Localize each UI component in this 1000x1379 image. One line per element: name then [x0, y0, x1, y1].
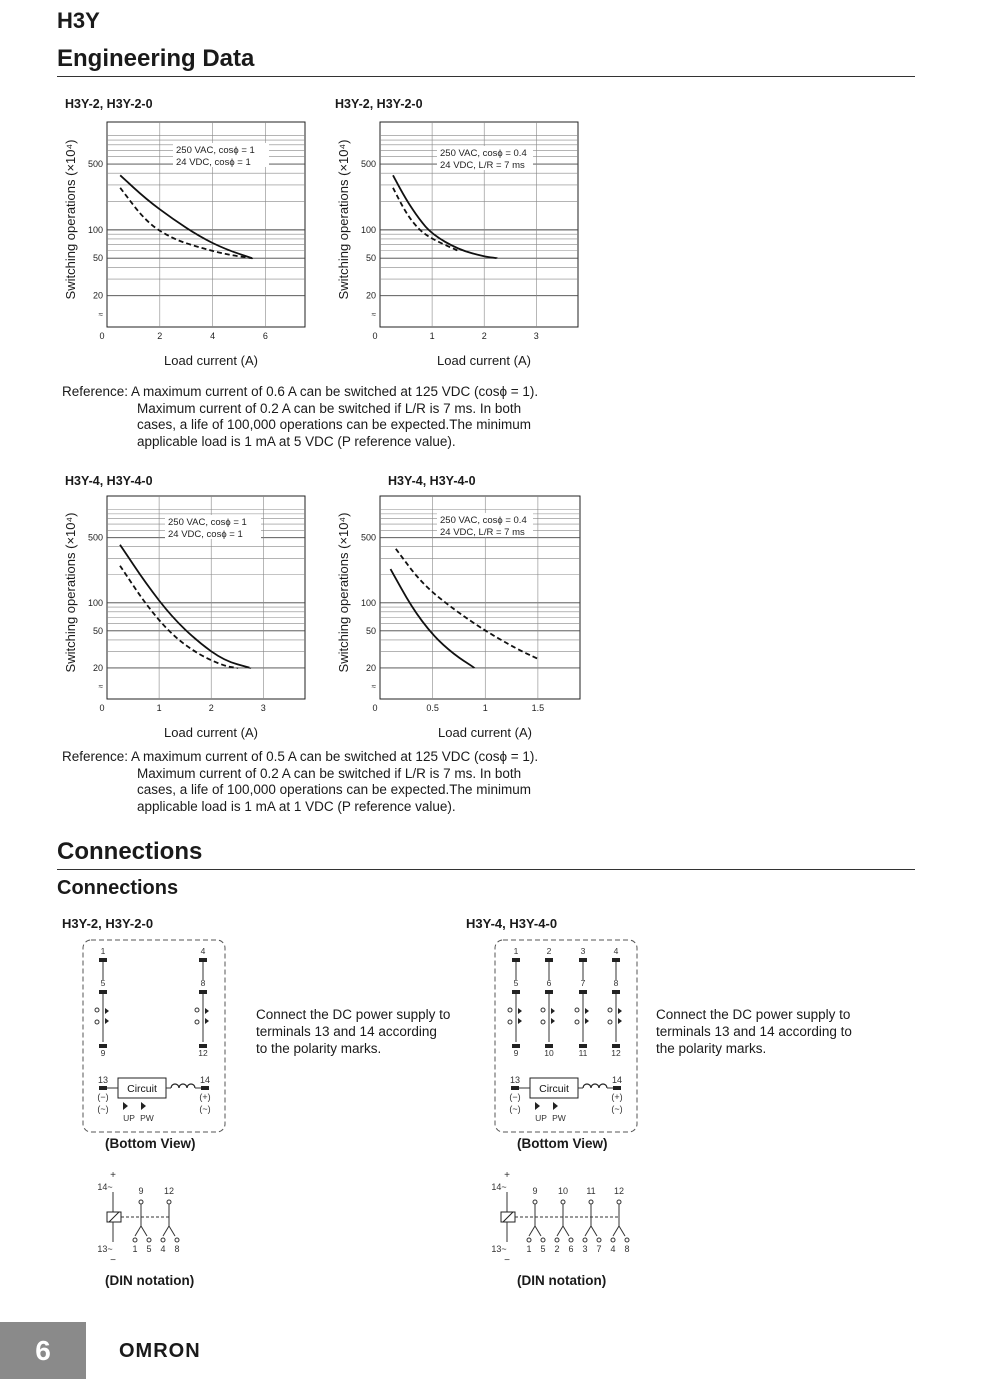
- x-tick-label: 4: [210, 331, 216, 341]
- contact-arm-icon: [585, 1008, 589, 1024]
- axis-break-icon: ≈: [98, 310, 103, 319]
- terminal-number: PW: [552, 1113, 566, 1123]
- omron-logo: OMRON: [119, 1340, 201, 1362]
- terminal-number: (+): [611, 1092, 623, 1102]
- terminal-number: 9: [532, 1186, 538, 1196]
- terminal-number: PW: [140, 1113, 154, 1123]
- x-axis-label: Load current (A): [437, 353, 531, 368]
- reference-line: applicable load is 1 mA at 5 VDC (P reference value).: [137, 433, 456, 449]
- reference-line: cases, a life of 100,000 operations can be expected.The minimum: [137, 417, 531, 432]
- terminal-number: 4: [613, 946, 619, 956]
- contact-point: [139, 1200, 143, 1204]
- x-axis-label: Load current (A): [164, 353, 258, 368]
- y-tick-label: 50: [365, 253, 376, 264]
- terminal-number: 1: [132, 1244, 138, 1254]
- terminal-number: 10: [557, 1186, 569, 1196]
- terminal-number: 14~: [491, 1182, 507, 1192]
- y-tick-label: 100: [360, 224, 376, 235]
- x-tick-label: 2: [481, 331, 487, 341]
- connection-label-left: H3Y-2, H3Y-2-0: [62, 916, 154, 931]
- note-line: terminals 13 and 14 according: [256, 1024, 437, 1039]
- terminal-number: 5: [100, 978, 106, 988]
- y-tick-label: 100: [360, 597, 376, 608]
- reference-line: Reference: A maximum current of 0.6 A can be switched at 125 VDC (cosϕ = 1).: [62, 384, 539, 399]
- chart-3: [63, 474, 305, 740]
- terminal-number: 13: [509, 1075, 521, 1085]
- contact-point: [175, 1238, 179, 1242]
- terminal-pin: [99, 958, 107, 962]
- legend-entry: 250 VAC, cosϕ = 1: [168, 517, 247, 528]
- terminal-number: 5: [540, 1244, 546, 1254]
- note-line: Connect the DC power supply to: [656, 1007, 851, 1022]
- x-tick-label: 0: [99, 703, 105, 713]
- contact-point: [195, 1008, 199, 1012]
- reference-h3y4: [62, 749, 582, 815]
- connection-label-right: H3Y-4, H3Y-4-0: [466, 916, 558, 931]
- legend-entry: 24 VDC, cosϕ = 1: [168, 529, 243, 540]
- bottom-view-caption-left: (Bottom View): [105, 1136, 196, 1151]
- reference-line: Reference: A maximum current of 0.5 A can be switched at 125 VDC (cosϕ = 1).: [62, 749, 539, 764]
- contact-point: [625, 1238, 629, 1242]
- subsection-title-connections: Connections: [57, 877, 179, 899]
- x-axis-label: Load current (A): [438, 725, 532, 740]
- terminal-number: 7: [580, 978, 586, 988]
- terminal-number: 6: [568, 1244, 574, 1254]
- terminal-number: (~): [509, 1104, 521, 1114]
- contact-point: [541, 1008, 545, 1012]
- wire: [163, 1226, 169, 1236]
- terminal-pin: [612, 990, 620, 994]
- led-icon: [535, 1102, 558, 1110]
- terminal-pin: [199, 958, 207, 962]
- terminal-number: 14~: [97, 1182, 113, 1192]
- terminal-number: 10: [544, 1048, 554, 1058]
- terminal-pin: [99, 1086, 107, 1090]
- terminal-number: 7: [596, 1244, 602, 1254]
- contact-point: [161, 1238, 165, 1242]
- y-tick-label: 500: [87, 159, 103, 170]
- contact-point: [133, 1238, 137, 1242]
- x-tick-label: 1: [429, 331, 435, 341]
- x-tick-label: 1: [482, 703, 488, 713]
- note-line: the polarity marks.: [656, 1041, 767, 1056]
- terminal-number: 14: [611, 1075, 623, 1085]
- terminal-number: 9: [513, 1048, 519, 1058]
- contact-point: [555, 1238, 559, 1242]
- terminal-number: 12: [198, 1048, 208, 1058]
- contact-point: [575, 1020, 579, 1024]
- section-title-connections: Connections: [57, 838, 203, 865]
- contact-point: [589, 1200, 593, 1204]
- x-axis-label: Load current (A): [164, 725, 258, 740]
- legend-entry: 250 VAC, cosϕ = 1: [176, 145, 255, 156]
- terminal-number: 13~: [491, 1244, 507, 1254]
- legend-entry: 250 VAC, cosϕ = 0.4: [440, 148, 527, 159]
- legend-entry: 250 VAC, cosϕ = 0.4: [440, 515, 527, 526]
- din-caption-left: (DIN notation): [105, 1273, 195, 1288]
- terminal-number: 8: [624, 1244, 630, 1254]
- terminal-number: 12: [611, 1048, 621, 1058]
- legend-entry: 24 VDC, L/R = 7 ms: [440, 527, 525, 538]
- connection-diagrams: [0, 900, 1000, 1270]
- terminal-number: 8: [174, 1244, 180, 1254]
- y-tick-label: 500: [87, 532, 103, 543]
- terminal-number: 1: [526, 1244, 532, 1254]
- x-tick-label: 0: [372, 703, 378, 713]
- terminal-number: 1: [100, 946, 106, 956]
- bottom-view-caption-right: (Bottom View): [517, 1136, 608, 1151]
- chart-2: [335, 97, 578, 368]
- y-tick-label: 500: [360, 532, 376, 543]
- axis-break-icon: ≈: [371, 310, 376, 319]
- contact-point: [508, 1008, 512, 1012]
- contact-arm-icon: [105, 1008, 109, 1024]
- terminal-number: 6: [546, 978, 552, 988]
- terminal-number: UP: [535, 1113, 547, 1123]
- terminal-number: 2: [554, 1244, 560, 1254]
- terminal-number: UP: [123, 1113, 135, 1123]
- contact-point: [608, 1008, 612, 1012]
- contact-arm-icon: [518, 1008, 522, 1024]
- contact-arm-icon: [205, 1008, 209, 1024]
- x-tick-label: 0.5: [426, 703, 439, 713]
- contact-point: [541, 1238, 545, 1242]
- reference-line: cases, a life of 100,000 operations can be expected.The minimum: [137, 782, 531, 797]
- page-number-tab: [0, 1322, 86, 1379]
- terminal-number: 1: [513, 946, 519, 956]
- reference-line: Maximum current of 0.2 A can be switched if L/R is 7 ms. In both: [137, 400, 522, 416]
- note-line: terminals 13 and 14 according to: [656, 1024, 852, 1039]
- contact-point: [608, 1020, 612, 1024]
- wire: [535, 1226, 541, 1236]
- chart-label: H3Y-2, H3Y-2-0: [65, 97, 153, 111]
- chart-4: [336, 474, 580, 740]
- y-tick-label: 100: [87, 597, 103, 608]
- x-tick-label: 3: [533, 331, 539, 341]
- legend-entry: 24 VDC, L/R = 7 ms: [440, 160, 525, 171]
- contact-point: [195, 1020, 199, 1024]
- terminal-number: 12: [613, 1186, 625, 1196]
- terminal-number: 3: [580, 946, 586, 956]
- reference-line: applicable load is 1 mA at 1 VDC (P reference value).: [137, 798, 456, 814]
- terminal-number: (~): [199, 1104, 211, 1114]
- terminal-pin: [579, 990, 587, 994]
- terminal-number: 4: [610, 1244, 616, 1254]
- terminal-number: 8: [613, 978, 619, 988]
- terminal-pin: [545, 990, 553, 994]
- x-tick-label: 1: [156, 703, 162, 713]
- y-tick-label: 50: [365, 625, 376, 636]
- x-tick-label: 0: [372, 331, 378, 341]
- terminal-number: 4: [200, 946, 206, 956]
- terminal-pin: [199, 990, 207, 994]
- contact-point: [611, 1238, 615, 1242]
- terminal-number: 9: [138, 1186, 144, 1196]
- y-tick-label: 20: [92, 290, 103, 301]
- note-line: Connect the DC power supply to: [256, 1007, 451, 1022]
- section-title-engineering: Engineering Data: [57, 45, 255, 72]
- terminal-number: 11: [578, 1048, 588, 1058]
- terminal-number: +: [504, 1170, 510, 1181]
- wire: [563, 1226, 569, 1236]
- terminal-pin: [545, 958, 553, 962]
- wire: [585, 1226, 591, 1236]
- section-rule: [57, 869, 915, 870]
- wire: [591, 1226, 597, 1236]
- page-number: 6: [35, 1335, 51, 1366]
- contact-point: [541, 1020, 545, 1024]
- wire: [169, 1226, 175, 1236]
- y-tick-label: 50: [92, 625, 103, 636]
- x-tick-label: 2: [208, 703, 214, 713]
- contact-point: [597, 1238, 601, 1242]
- terminal-pin: [512, 990, 520, 994]
- terminal-number: 13~: [97, 1244, 113, 1254]
- y-axis-label: Switching operations (×10⁴): [63, 512, 78, 673]
- terminal-number: (~): [97, 1104, 109, 1114]
- terminal-number: 14: [199, 1075, 211, 1085]
- contact-point: [95, 1020, 99, 1024]
- contact-point: [575, 1008, 579, 1012]
- contact-arm-icon: [618, 1008, 622, 1024]
- coil-icon: [171, 1084, 195, 1088]
- led-icon: [123, 1102, 146, 1110]
- wire: [135, 1226, 141, 1236]
- contact-point: [569, 1238, 573, 1242]
- terminal-number: (−): [97, 1092, 109, 1102]
- contact-point: [167, 1200, 171, 1204]
- note-line: to the polarity marks.: [256, 1041, 382, 1056]
- terminal-number: 5: [146, 1244, 152, 1254]
- x-tick-label: 0: [99, 331, 105, 341]
- contact-point: [533, 1200, 537, 1204]
- chart-label: H3Y-4, H3Y-4-0: [65, 474, 153, 488]
- terminal-number: 3: [582, 1244, 588, 1254]
- contact-point: [508, 1020, 512, 1024]
- wire: [557, 1226, 563, 1236]
- y-tick-label: 100: [87, 224, 103, 235]
- contact-point: [583, 1238, 587, 1242]
- terminal-pin: [99, 990, 107, 994]
- terminal-number: 13: [97, 1075, 109, 1085]
- chart-label: H3Y-4, H3Y-4-0: [388, 474, 476, 488]
- y-tick-label: 20: [365, 662, 376, 673]
- legend-entry: 24 VDC, cosϕ = 1: [176, 157, 251, 168]
- terminal-number: 8: [200, 978, 206, 988]
- din-caption-right: (DIN notation): [517, 1273, 607, 1288]
- h3y2-diagram: [83, 940, 225, 1266]
- circuit-label: Circuit: [127, 1083, 157, 1095]
- reference-line: Maximum current of 0.2 A can be switched if L/R is 7 ms. In both: [137, 765, 522, 781]
- terminal-number: 5: [513, 978, 519, 988]
- y-tick-label: 20: [365, 290, 376, 301]
- terminal-pin: [512, 958, 520, 962]
- y-tick-label: 50: [92, 253, 103, 264]
- x-tick-label: 3: [260, 703, 266, 713]
- y-axis-label: Switching operations (×10⁴): [336, 512, 351, 673]
- x-tick-label: 6: [262, 331, 268, 341]
- wire: [141, 1226, 147, 1236]
- x-tick-label: 1.5: [531, 703, 545, 713]
- wire: [619, 1226, 625, 1236]
- terminal-number: 12: [163, 1186, 175, 1196]
- terminal-number: −: [110, 1255, 116, 1266]
- terminal-pin: [579, 958, 587, 962]
- reference-h3y2: [62, 384, 582, 450]
- chart-label: H3Y-2, H3Y-2-0: [335, 97, 423, 111]
- y-tick-label: 500: [360, 159, 376, 170]
- y-axis-label: Switching operations (×10⁴): [336, 139, 351, 300]
- x-tick-label: 2: [157, 331, 163, 341]
- wire: [529, 1226, 535, 1236]
- terminal-number: 9: [100, 1048, 106, 1058]
- terminal-number: (+): [199, 1092, 211, 1102]
- axis-break-icon: ≈: [98, 682, 103, 691]
- wire: [613, 1226, 619, 1236]
- terminal-number: 2: [546, 946, 552, 956]
- contact-point: [95, 1008, 99, 1012]
- terminal-number: 11: [586, 1186, 596, 1196]
- axis-break-icon: ≈: [371, 682, 376, 691]
- contact-point: [527, 1238, 531, 1242]
- h3y4-diagram: [491, 940, 637, 1266]
- terminal-pin: [511, 1086, 519, 1090]
- coil-icon: [583, 1084, 607, 1088]
- contact-point: [147, 1238, 151, 1242]
- terminal-pin: [201, 1086, 209, 1090]
- model-title: H3Y: [57, 8, 100, 33]
- terminal-number: 4: [160, 1244, 166, 1254]
- contact-arm-icon: [551, 1008, 555, 1024]
- terminal-number: −: [504, 1255, 510, 1266]
- contact-point: [617, 1200, 621, 1204]
- y-tick-label: 20: [92, 662, 103, 673]
- chart-1: [63, 97, 305, 368]
- circuit-label: Circuit: [539, 1083, 569, 1095]
- terminal-number: +: [110, 1170, 116, 1181]
- terminal-number: (~): [611, 1104, 623, 1114]
- contact-point: [561, 1200, 565, 1204]
- y-axis-label: Switching operations (×10⁴): [63, 139, 78, 300]
- terminal-pin: [612, 958, 620, 962]
- terminal-number: (−): [509, 1092, 521, 1102]
- terminal-pin: [613, 1086, 621, 1090]
